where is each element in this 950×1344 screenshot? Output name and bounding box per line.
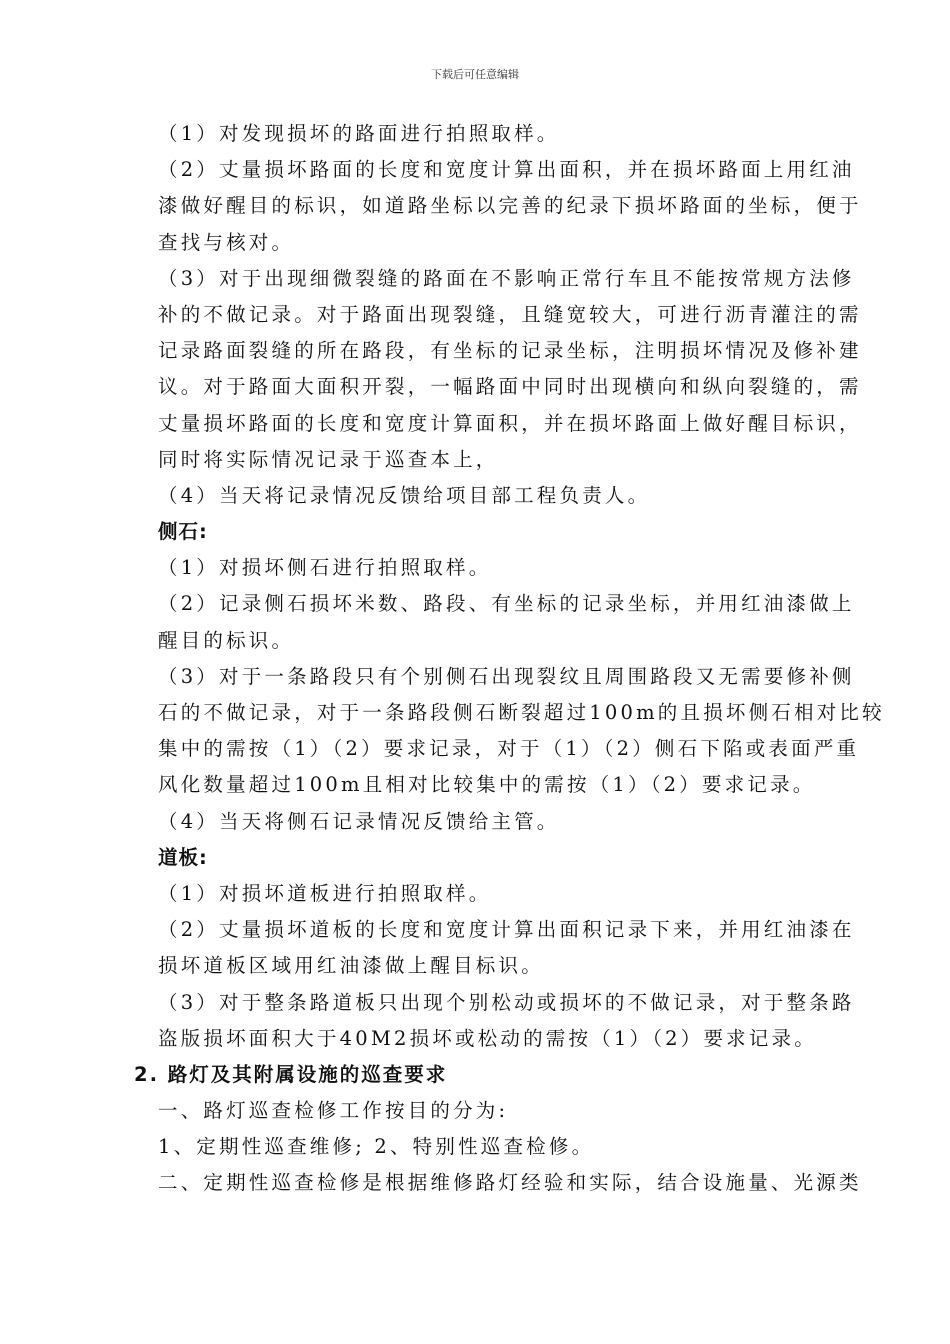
paragraph-line: （3）对于出现细微裂缝的路面在不影响正常行车且不能按常规方法修	[158, 266, 855, 290]
paragraph-line: 二、定期性巡查检修是根据维修路灯经验和实际，结合设施量、光源类	[158, 1171, 862, 1195]
paragraph-line: 记录路面裂缝的所在路段，有坐标的记录坐标，注明损坏情况及修补建	[158, 339, 862, 363]
paragraph-line: （4）当天将侧石记录情况反馈给主管。	[158, 809, 560, 833]
paragraph-line: （1）对损坏侧石进行拍照取样。	[158, 556, 492, 580]
paragraph-line: 石的不做记录，对于一条路段侧石断裂超过100m的且损坏侧石相对比较	[158, 701, 885, 724]
document-body	[134, 116, 885, 1202]
paragraph-line: 同时将实际情况记录于巡查本上，	[158, 447, 499, 471]
paragraph-line: （2）丈量损坏道板的长度和宽度计算出面积记录下来，并用红油漆在	[158, 918, 855, 942]
paragraph-line: （3）对于一条路段只有个别侧石出现裂纹且周围路段又无需要修补侧	[158, 664, 855, 688]
paragraph-line: 醒目的标识。	[158, 628, 295, 652]
paragraph-line: （2）记录侧石损坏米数、路段、有坐标的记录坐标，并用红油漆做上	[158, 592, 855, 616]
paragraph-line: 盗版损坏面积大于40M2损坏或松动的需按（1）（2）要求记录。	[158, 1026, 817, 1050]
heading-pavement-slab: 道板:	[158, 845, 208, 869]
paragraph-line: （2）丈量损坏路面的长度和宽度计算出面积，并在损坏路面上用红油	[158, 158, 855, 182]
paragraph-line: 1、定期性巡查维修; 2、特别性巡查检修。	[158, 1135, 595, 1159]
paragraph-line: 漆做好醒目的标识，如道路坐标以完善的纪录下损坏路面的坐标，便于	[158, 194, 862, 218]
paragraph-line: （1）对损坏道板进行拍照取样。	[158, 881, 492, 905]
page-header: 下载后可任意编辑	[431, 68, 519, 81]
paragraph-line: （1）对发现损坏的路面进行拍照取样。	[158, 122, 560, 145]
paragraph-line: 查找与核对。	[158, 230, 295, 254]
paragraph-line: 补的不做记录。对于路面出现裂缝，且缝宽较大，可进行沥青灌注的需	[158, 302, 862, 326]
paragraph-line: 议。对于路面大面积开裂，一幅路面中同时出现横向和纵向裂缝的，需	[158, 375, 862, 399]
paragraph-line: 丈量损坏路面的长度和宽度计算面积，并在损坏路面上做好醒目标识，	[158, 411, 862, 435]
paragraph-line: 一、路灯巡查检修工作按目的分为:	[158, 1099, 509, 1123]
heading-curb-stone: 侧石:	[158, 520, 208, 544]
paragraph-line: （4）当天将记录情况反馈给项目部工程负责人。	[158, 483, 651, 507]
paragraph-line: 风化数量超过100m且相对比较集中的需按（1）（2）要求记录。	[158, 773, 816, 797]
paragraph-line: 集中的需按（1）（2）要求记录，对于（1）（2）侧石下陷或表面严重	[158, 737, 860, 761]
section-heading-streetlight: 2. 路灯及其附属设施的巡查要求	[134, 1062, 448, 1086]
paragraph-line: （3）对于整条路道板只出现个别松动或损坏的不做记录，对于整条路	[158, 990, 855, 1014]
paragraph-line: 损坏道板区域用红油漆做上醒目标识。	[158, 954, 544, 978]
